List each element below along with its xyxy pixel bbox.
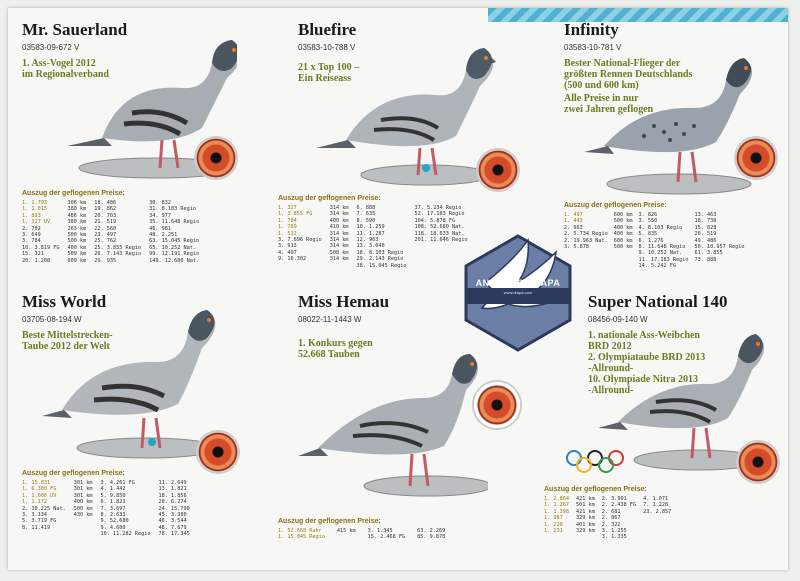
pigeon-name: Miss Hemau <box>298 292 390 311</box>
pigeon-card-infinity <box>564 20 780 288</box>
ring-number: 03583-10-788 V <box>298 43 356 52</box>
pigeon-name: Super National 140 <box>588 292 728 311</box>
results-column: 1. 15.831 1. 6.300 FG 1. 1.000 UV 1. 1.172 2. 10.225 Nat. 3. 3.134 5. 3.719 FG 8. 11.419 <box>22 480 66 531</box>
achievement-text: 21 x Top 100 – Ein Reiseass <box>298 62 360 84</box>
olympic-rings-icon <box>564 448 626 476</box>
results-column: 421 km 501 km 421 km 329 km 401 km 329 km <box>576 496 595 535</box>
pigeon-eye-photo <box>474 382 520 428</box>
results-column: 4. 1.071 7. 1.228 23. 2.857 <box>643 496 672 515</box>
results-table <box>278 195 468 269</box>
achievement-text: 1. nationale Ass-Weibchen BRD 2012 2. Olympiataube BRD 2013 -Allround- 10. Olympiade Nitra 2013 -Allround- <box>588 330 706 396</box>
results-column: 1. 52.668 Ruhr 1. 15.045 Regio <box>278 528 325 541</box>
logo-subtext: www.drapa.com <box>503 290 533 295</box>
achievement-text: 1. Ass-Vogel 2012 im Regionalverband <box>22 58 109 80</box>
results-header: Auszug der geflogenen Preise: <box>22 190 125 197</box>
results-column: 11. 2.649 13. 1.821 18. 1.856 20. 6.274 24. 15.790 45. 3.380 46. 3.544 48. 7.679 78. 17.345 <box>158 480 190 538</box>
results-column: 18. 486 19. 862 20. 703 21. 519 22. 560 23. 497 25. 762 25. 3.855 Regio 26. 7.143 Regio 29. 935 <box>94 200 142 264</box>
results-table <box>278 518 445 541</box>
ring-number: 08456-09-140 W <box>588 315 648 324</box>
achievement-text: Bester National-Flieger der größten Rennen Deutschlands (500 und 600 km) Alle Preise in nur zwei Jahren geflogen <box>564 58 693 115</box>
results-table <box>544 486 671 541</box>
results-column: 306 km 380 km 486 km 380 km 263 km 500 km 500 km 400 km 509 km 609 km <box>67 200 87 264</box>
pigeon-name: Mr. Sauerland <box>22 20 128 39</box>
results-column: 63. 2.269 85. 9.878 <box>417 528 446 541</box>
pigeon-card-mr-sauerland <box>22 20 272 288</box>
pigeon-photo <box>298 348 488 498</box>
pigeon-name: Infinity <box>564 20 619 39</box>
achievement-text: Beste Mittelstrecken- Taube 2012 der Welt <box>22 330 113 352</box>
pigeon-photo <box>42 300 222 460</box>
pigeon-name: Miss World <box>22 292 107 311</box>
results-column: 3. 826 3. 550 4. 8.103 Regio 5. 835 6. 1.276 8. 11.648 Regio 9. 10.252 Nat. 11. 17.183 Regio 14. 5.242 FG <box>638 212 689 270</box>
results-header: Auszug der geflogenen Preise: <box>564 202 667 209</box>
ring-number: 08022-11-1443 W <box>298 315 362 324</box>
results-table <box>564 202 744 270</box>
results-column: 600 km 500 km 400 km 400 km 600 km 500 km <box>613 212 633 251</box>
results-column: 301 km 301 km 301 km 400 km 500 km 430 km <box>73 480 93 519</box>
pigeon-eye-photo <box>738 442 778 482</box>
results-table <box>22 470 190 538</box>
results-column: 1. 497 1. 443 2. 963 2. 5.734 Regio 2. 19.963 Nat. 3. 5.878 <box>564 212 608 251</box>
results-column: 3. 1.345 15. 2.468 FG <box>367 528 406 541</box>
results-header: Auszug der geflogenen Preise: <box>544 486 647 493</box>
results-column: 1. 1.793 1. 1.015 1. 893 1. 327 UV 2. 782 3. 649 3. 784 10. 3.819 FG 15. 321 20. 1.208 <box>22 200 60 264</box>
results-column: 6. 888 7. 635 8. 590 10. 1.259 11. 1.287 12. 963 13. 3.040 18. 8.103 Regio 29. 2.143 Regio 38. 15.045 Regio <box>356 205 407 269</box>
pigeon-name: Bluefire <box>298 20 357 39</box>
pigeon-eye-photo <box>196 138 236 178</box>
ring-number: 03583-09-672 V <box>22 43 80 52</box>
ring-number: 03705-08-194 W <box>22 315 82 324</box>
results-column: 37. 5.234 Regio 52. 17.183 Regio 104. 5.878 FG 108. 52.680 Nat. 118. 18.633 Nat. 201. 11.646 Regio <box>414 205 468 244</box>
results-column: 13. 463 18. 738 15. 828 20. 519 49. 486 50. 10.957 Regio 61. 3.855 73. 888 <box>694 212 745 263</box>
results-table <box>22 190 199 264</box>
results-column: 314 km 314 km 400 km 410 km 314 km 314 km 314 km 508 km 314 km <box>329 205 349 263</box>
results-column: 2. 3.901 2. 2.438 FG 2. 681 2. 867 2. 322 3. 1.255 3. 1.335 <box>601 496 637 541</box>
pigeon-card-miss-world <box>22 292 272 560</box>
ring-number: 03583-10-781 V <box>564 43 622 52</box>
andreas-drapa-logo <box>456 230 580 354</box>
results-column: 3. 4.261 FG 4. 1.442 5. 9.850 6. 1.821 7. 3.697 8. 2.633 9. 52.680 9. 4.600 10. 11.282 Regio <box>100 480 151 538</box>
logo-text: ANDREAS DRAPA <box>475 278 561 288</box>
pigeon-eye-photo <box>198 432 238 472</box>
pigeon-card-super-national-140 <box>544 292 784 560</box>
results-header: Auszug der geflogenen Preise: <box>22 470 125 477</box>
pigeon-photo <box>316 40 496 190</box>
results-column: 1. 327 1. 3.855 FG 1. 784 1. 789 1. 532 3. 7.896 Regio 3. 913 4. 497 9. 16.302 <box>278 205 322 263</box>
pigeon-photo <box>584 46 754 196</box>
pigeon-eye-photo <box>478 150 518 190</box>
brochure-page <box>8 8 788 570</box>
pigeon-eye-photo <box>736 138 776 178</box>
results-column: 415 km <box>336 528 356 534</box>
results-column: 1. 2.864 1. 1.267 1. 1.398 1. 987 1. 220 1. 231 <box>544 496 569 535</box>
results-header: Auszug der geflogenen Preise: <box>278 518 381 525</box>
achievement-text: 1. Konkurs gegen 52.668 Tauben <box>298 338 373 360</box>
results-column: 30. 832 31. 8.183 Regio 34. 977 35. 11.648 Regio 46. 981 48. 2.251 63. 15.045 Regio 65. 10.252 Nat. 99. 12.191 Regio 149. 12.680 Nat. <box>149 200 200 264</box>
results-header: Auszug der geflogenen Preise: <box>278 195 381 202</box>
